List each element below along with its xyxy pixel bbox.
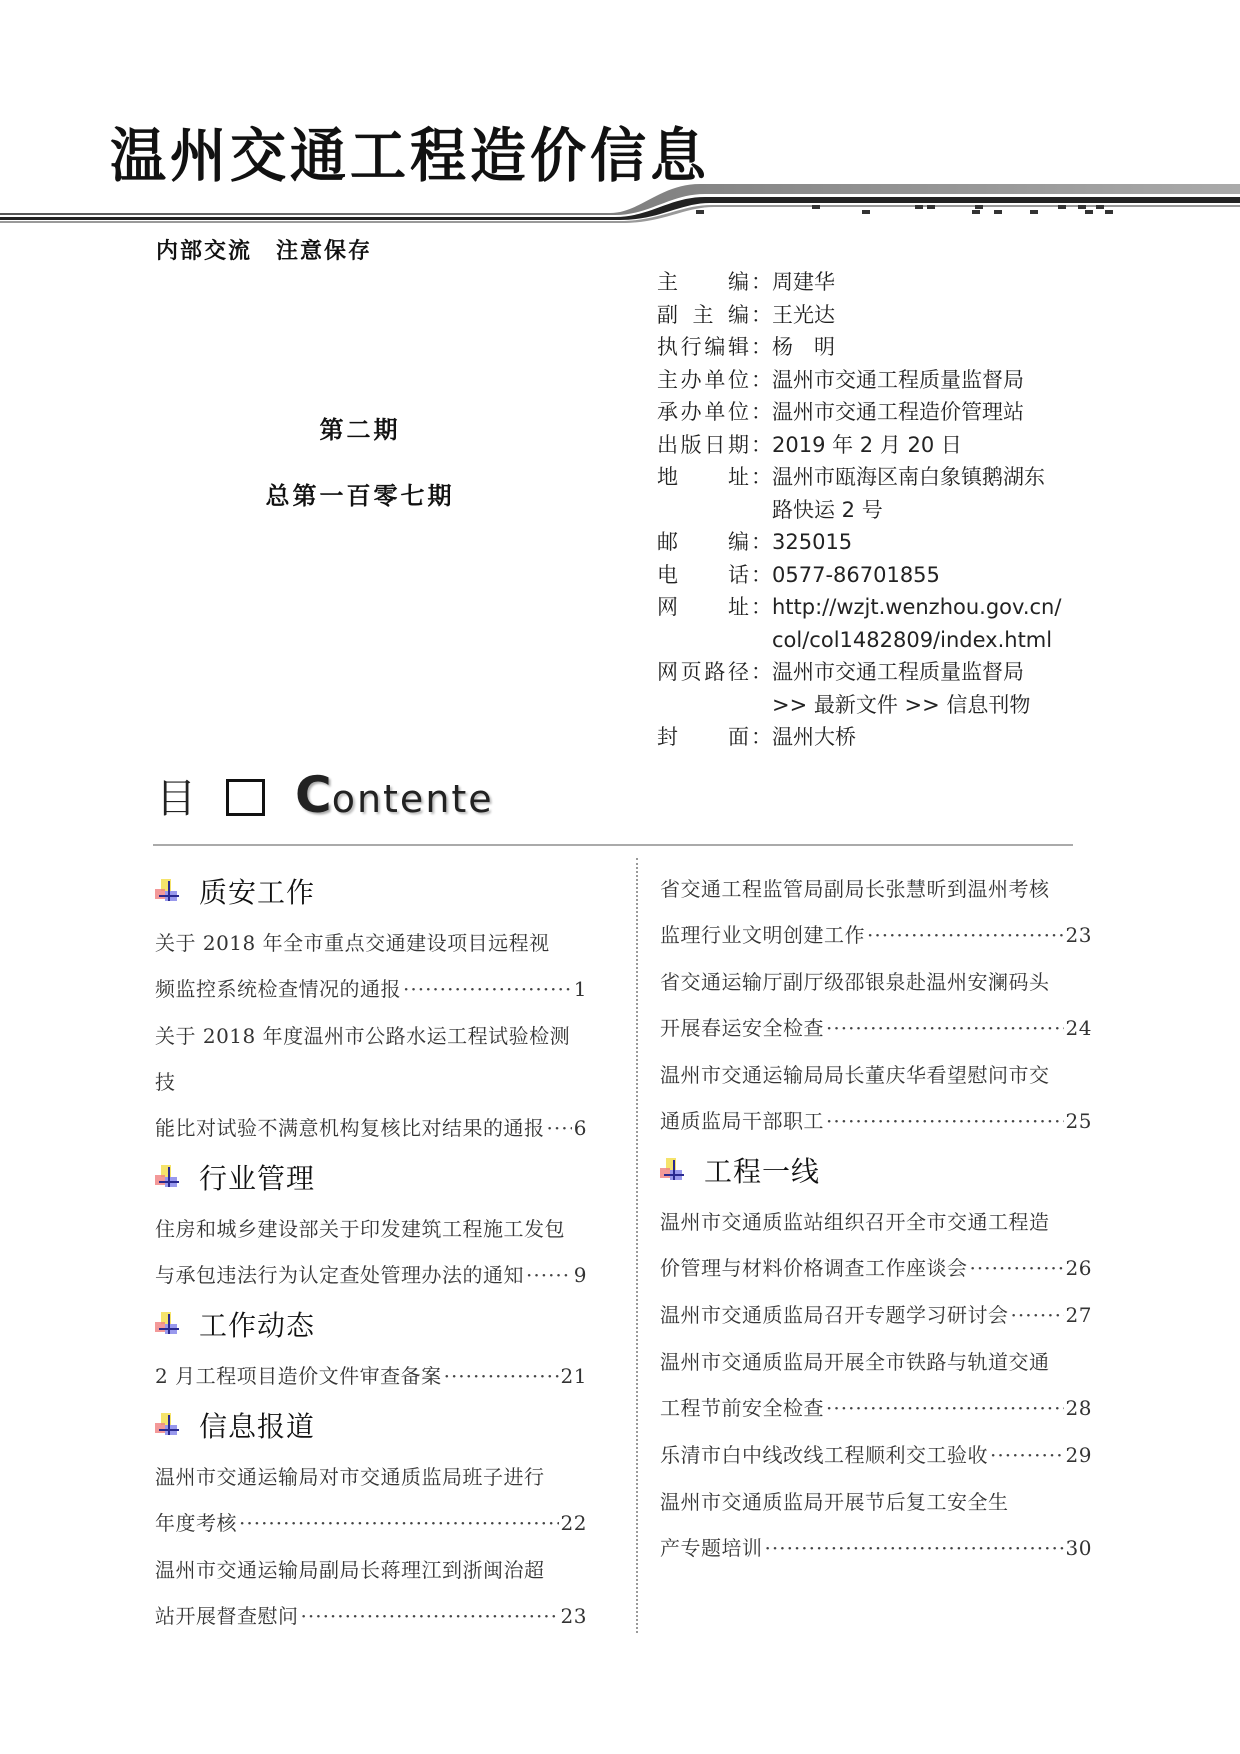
info-value: 温州市交通工程造价管理站 xyxy=(772,400,1024,424)
toc-entry-title-cont: 通质监局干部职工 xyxy=(660,1109,824,1133)
info-value: 温州大桥 xyxy=(772,725,856,749)
info-label: 封 面 ： xyxy=(657,721,772,754)
toc-section-title: 信息报道 xyxy=(199,1410,316,1443)
toc-entry[interactable] xyxy=(155,1547,587,1639)
info-value: 2019 年 2 月 20 日 xyxy=(772,432,962,457)
info-label: 执 行 编 辑 ： xyxy=(657,331,772,364)
toc-entry[interactable] xyxy=(660,1432,1092,1478)
toc-page-number: 1 xyxy=(573,977,587,1001)
toc-page-number: 26 xyxy=(1065,1256,1092,1280)
info-label-text: 执 行 编 辑 xyxy=(657,335,749,359)
toc-entry[interactable] xyxy=(660,1479,1092,1571)
toc-section-title: 工程一线 xyxy=(704,1155,821,1188)
toc-entry-title-cont: 价管理与材料价格调查工作座谈会 xyxy=(660,1256,968,1280)
info-row xyxy=(657,396,1061,429)
toc-leader-dots xyxy=(239,1500,559,1546)
toc-entry-title-cont: 温州市交通质监局召开专题学习研讨会 xyxy=(660,1303,1009,1327)
toc-entry[interactable] xyxy=(660,1052,1092,1144)
info-label xyxy=(657,494,772,527)
toc-leader-dots xyxy=(1011,1292,1064,1338)
info-row xyxy=(657,299,1061,332)
toc-leader-dots xyxy=(547,1105,572,1151)
toc-leader-dots xyxy=(526,1252,572,1298)
toc-entry-title: 温州市交通运输局副局长蒋理江到浙闽治超 xyxy=(155,1558,545,1582)
toc-entry[interactable] xyxy=(660,959,1092,1051)
toc-leader-dots xyxy=(970,1245,1064,1291)
info-value: 温州市瓯海区南白象镇鹅湖东 xyxy=(772,465,1045,489)
toc-entry-title-cont: 2 月工程项目造价文件审查备案 xyxy=(155,1364,442,1388)
toc-entry-title: 住房和城乡建设部关于印发建筑工程施工发包 xyxy=(155,1217,565,1241)
toc-entry-title: 温州市交通质监站组织召开全市交通工程造 xyxy=(660,1210,1050,1234)
info-label xyxy=(657,689,772,722)
toc-page-number: 29 xyxy=(1065,1443,1092,1467)
info-label-text: 出 版 日 期 xyxy=(657,432,749,457)
toc-leader-dots xyxy=(826,1098,1064,1144)
contents-heading-en-rest: ontente xyxy=(331,777,494,821)
toc-entry-title: 温州市交通运输局对市交通质监局班子进行 xyxy=(155,1465,545,1489)
info-value: 温州市交通工程质量监督局 xyxy=(772,367,1024,392)
info-label-text: 地 址 xyxy=(657,465,749,489)
info-row xyxy=(657,331,1061,364)
toc-entry-title-cont: 乐清市白中线改线工程顺利交工验收 xyxy=(660,1443,988,1467)
toc-entry-title: 关于 2018 年全市重点交通建设项目远程视 xyxy=(155,931,550,955)
info-row xyxy=(657,429,1061,462)
toc-entry[interactable] xyxy=(660,866,1092,958)
toc-page-number: 25 xyxy=(1065,1109,1092,1133)
info-row xyxy=(657,364,1061,397)
info-row xyxy=(657,591,1061,624)
toc-page-number: 24 xyxy=(1065,1016,1092,1040)
info-label: 网 页 路 径 ： xyxy=(657,656,772,689)
section-bullet-icon xyxy=(155,1165,181,1189)
section-bullet-icon xyxy=(155,1312,181,1336)
toc-entry-title: 温州市交通运输局局长董庆华看望慰问市交 xyxy=(660,1063,1050,1087)
info-label xyxy=(657,624,772,657)
toc-page-number: 23 xyxy=(1065,923,1092,947)
info-label: 承 办 单 位 ： xyxy=(657,396,772,429)
info-row xyxy=(657,656,1061,689)
info-row xyxy=(657,721,1061,754)
masthead-info-block xyxy=(657,266,1061,754)
toc-entry[interactable] xyxy=(155,1353,587,1399)
publication-title: 温州交通工程造价信息 xyxy=(110,122,710,191)
toc-leader-dots xyxy=(765,1525,1064,1571)
toc-page-number: 30 xyxy=(1065,1536,1092,1560)
toc-entry-title-cont: 监理行业文明创建工作 xyxy=(660,923,865,947)
info-label: 出 版 日 期 ： xyxy=(657,429,772,462)
info-value: 路快运 2 号 xyxy=(772,497,883,522)
info-label-text: 封 面 xyxy=(657,725,749,749)
toc-page-number: 27 xyxy=(1065,1303,1092,1327)
toc-right-column xyxy=(660,866,1092,1572)
toc-page-number: 6 xyxy=(573,1116,587,1140)
info-row xyxy=(657,494,1061,527)
info-value: http://wzjt.wenzhou.gov.cn/ xyxy=(772,595,1062,619)
toc-section-heading xyxy=(155,1299,587,1349)
info-label: 主 办 单 位 ： xyxy=(657,364,772,397)
contents-heading xyxy=(156,766,494,824)
info-label-text: 承 办 单 位 xyxy=(657,400,749,424)
toc-section-title: 行业管理 xyxy=(199,1162,316,1195)
toc-entry-title: 温州市交通质监局开展节后复工安全生 xyxy=(660,1490,1009,1514)
contents-divider xyxy=(153,844,1073,846)
issue-total-number: 总第一百零七期 xyxy=(265,481,455,510)
toc-page-number: 21 xyxy=(560,1364,587,1388)
toc-section-heading xyxy=(155,1152,587,1202)
info-value: 0577-86701855 xyxy=(772,562,940,587)
toc-section-title: 质安工作 xyxy=(199,876,316,909)
info-row xyxy=(657,559,1061,592)
toc-leader-dots xyxy=(990,1432,1064,1478)
info-row xyxy=(657,526,1061,559)
info-label-text: 主 办 单 位 xyxy=(657,367,749,392)
info-label: 邮 编 ： xyxy=(657,526,772,559)
toc-entry-title-cont: 开展春运安全检查 xyxy=(660,1016,824,1040)
toc-entry-title: 关于 2018 年度温州市公路水运工程试验检测技 xyxy=(155,1024,571,1094)
toc-entry-title-cont: 与承包违法行为认定查处管理办法的通知 xyxy=(155,1263,524,1287)
toc-entry-title-cont: 工程节前安全检查 xyxy=(660,1396,824,1420)
info-row xyxy=(657,624,1061,657)
toc-entry-title-cont: 频监控系统检查情况的通报 xyxy=(155,977,401,1001)
toc-entry-title-cont: 年度考核 xyxy=(155,1511,237,1535)
info-label-text: 邮 编 xyxy=(657,530,749,554)
toc-entry-title-cont: 能比对试验不满意机构复核比对结果的通报 xyxy=(155,1116,545,1140)
toc-page-number: 22 xyxy=(560,1511,587,1535)
toc-entry[interactable] xyxy=(660,1339,1092,1431)
info-label-text: 网 页 路 径 xyxy=(657,660,749,684)
section-bullet-icon xyxy=(155,1413,181,1437)
contents-heading-en-initial: C xyxy=(295,766,332,824)
toc-page-number: 28 xyxy=(1065,1396,1092,1420)
info-row xyxy=(657,689,1061,722)
info-label: 网 址 ： xyxy=(657,591,772,624)
info-label: 副 主 编 ： xyxy=(657,299,772,332)
issue-number: 第二期 xyxy=(319,415,401,444)
contents-heading-cn: 目 xyxy=(156,776,196,822)
toc-entry-title: 省交通工程监管局副局长张慧昕到温州考核 xyxy=(660,877,1050,901)
masthead-banner-graphic xyxy=(0,180,1240,240)
info-label-text: 电 话 xyxy=(657,562,749,587)
column-divider xyxy=(636,858,638,1633)
toc-leader-dots xyxy=(444,1353,559,1399)
info-value: 温州市交通工程质量监督局 xyxy=(772,660,1024,684)
toc-entry[interactable] xyxy=(660,1292,1092,1338)
toc-leader-dots xyxy=(403,966,572,1012)
info-row xyxy=(657,266,1061,299)
toc-page-number: 9 xyxy=(573,1263,587,1287)
toc-left-column xyxy=(155,866,587,1640)
toc-entry-title-cont: 站开展督查慰问 xyxy=(155,1604,299,1628)
toc-entry-title: 温州市交通质监局开展全市铁路与轨道交通 xyxy=(660,1350,1050,1374)
info-label-text: 网 址 xyxy=(657,595,749,619)
internal-circulation-note: 内部交流 注意保存 xyxy=(156,238,373,264)
toc-entry[interactable] xyxy=(155,1013,587,1151)
info-value: 325015 xyxy=(772,530,853,554)
info-label-text: 副 主 编 xyxy=(657,302,749,327)
toc-section-heading xyxy=(155,1400,587,1450)
toc-leader-dots xyxy=(826,1385,1064,1431)
toc-entry[interactable] xyxy=(155,1454,587,1546)
info-label-text: 主 编 xyxy=(657,270,749,294)
toc-section-heading xyxy=(660,1145,1092,1195)
box-glyph-icon xyxy=(226,779,265,816)
toc-leader-dots xyxy=(867,912,1064,958)
info-value: col/col1482809/index.html xyxy=(772,627,1053,652)
info-label: 地 址 ： xyxy=(657,461,772,494)
toc-page-number: 23 xyxy=(560,1604,587,1628)
toc-leader-dots xyxy=(301,1593,559,1639)
info-value: >> 最新文件 >> 信息刊物 xyxy=(772,692,1031,717)
info-value: 王光达 xyxy=(772,302,835,327)
toc-leader-dots xyxy=(826,1005,1064,1051)
toc-entry[interactable] xyxy=(155,920,587,1012)
toc-entry[interactable] xyxy=(660,1199,1092,1291)
toc-entry[interactable] xyxy=(155,1206,587,1298)
toc-section-heading xyxy=(155,866,587,916)
toc-entry-title-cont: 产专题培训 xyxy=(660,1536,763,1560)
section-bullet-icon xyxy=(660,1158,686,1182)
info-value: 周建华 xyxy=(772,270,835,294)
info-label: 电 话 ： xyxy=(657,559,772,592)
info-label: 主 编 ： xyxy=(657,266,772,299)
info-value: 杨 明 xyxy=(772,335,835,359)
toc-section-title: 工作动态 xyxy=(199,1309,316,1342)
section-bullet-icon xyxy=(155,879,181,903)
info-row xyxy=(657,461,1061,494)
toc-entry-title: 省交通运输厅副厅级邵银泉赴温州安澜码头 xyxy=(660,970,1050,994)
